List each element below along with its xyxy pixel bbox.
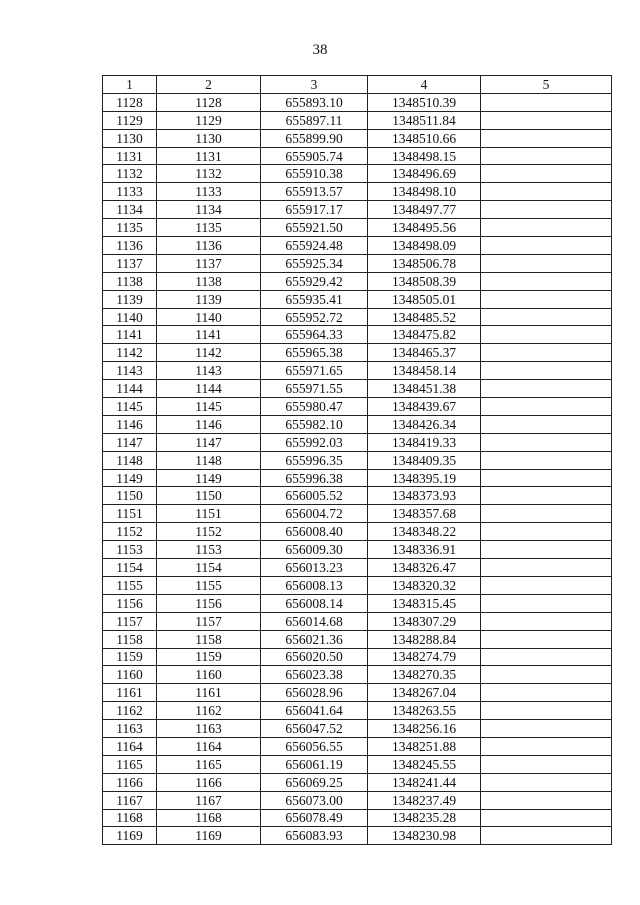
y-coordinate-cell: 1348426.34 <box>368 415 481 433</box>
point-id-cell: 1158 <box>157 630 261 648</box>
point-number-cell: 1152 <box>103 523 157 541</box>
note-cell <box>481 684 612 702</box>
point-number-cell: 1156 <box>103 594 157 612</box>
note-cell <box>481 165 612 183</box>
x-coordinate-cell: 655913.57 <box>261 183 368 201</box>
table-row <box>103 326 612 344</box>
x-coordinate-cell: 655992.03 <box>261 433 368 451</box>
y-coordinate-cell: 1348267.04 <box>368 684 481 702</box>
y-coordinate-cell: 1348315.45 <box>368 594 481 612</box>
point-id-cell: 1152 <box>157 523 261 541</box>
point-id-cell: 1128 <box>157 93 261 111</box>
table-row <box>103 666 612 684</box>
point-id-cell: 1134 <box>157 201 261 219</box>
point-number-cell: 1153 <box>103 541 157 559</box>
x-coordinate-cell: 656004.72 <box>261 505 368 523</box>
point-id-cell: 1129 <box>157 111 261 129</box>
x-coordinate-cell: 655917.17 <box>261 201 368 219</box>
point-id-cell: 1144 <box>157 380 261 398</box>
y-coordinate-cell: 1348235.28 <box>368 809 481 827</box>
point-id-cell: 1168 <box>157 809 261 827</box>
note-cell <box>481 147 612 165</box>
y-coordinate-cell: 1348465.37 <box>368 344 481 362</box>
note-cell <box>481 702 612 720</box>
column-header-5: 5 <box>481 76 612 94</box>
point-number-cell: 1132 <box>103 165 157 183</box>
point-number-cell: 1169 <box>103 827 157 845</box>
note-cell <box>481 720 612 738</box>
note-cell <box>481 648 612 666</box>
point-id-cell: 1165 <box>157 755 261 773</box>
table-row <box>103 165 612 183</box>
x-coordinate-cell: 656069.25 <box>261 773 368 791</box>
y-coordinate-cell: 1348506.78 <box>368 254 481 272</box>
point-id-cell: 1131 <box>157 147 261 165</box>
x-coordinate-cell: 656078.49 <box>261 809 368 827</box>
note-cell <box>481 272 612 290</box>
note-cell <box>481 755 612 773</box>
note-cell <box>481 487 612 505</box>
table-row <box>103 809 612 827</box>
y-coordinate-cell: 1348498.09 <box>368 237 481 255</box>
column-header-4: 4 <box>368 76 481 94</box>
x-coordinate-cell: 655980.47 <box>261 398 368 416</box>
table-body <box>103 93 612 844</box>
y-coordinate-cell: 1348307.29 <box>368 612 481 630</box>
table-row <box>103 791 612 809</box>
point-number-cell: 1161 <box>103 684 157 702</box>
table-row <box>103 129 612 147</box>
note-cell <box>481 827 612 845</box>
point-number-cell: 1130 <box>103 129 157 147</box>
point-id-cell: 1156 <box>157 594 261 612</box>
y-coordinate-cell: 1348357.68 <box>368 505 481 523</box>
y-coordinate-cell: 1348497.77 <box>368 201 481 219</box>
x-coordinate-cell: 655924.48 <box>261 237 368 255</box>
table-row <box>103 630 612 648</box>
point-id-cell: 1147 <box>157 433 261 451</box>
table-row <box>103 219 612 237</box>
x-coordinate-cell: 655982.10 <box>261 415 368 433</box>
y-coordinate-cell: 1348251.88 <box>368 737 481 755</box>
point-id-cell: 1132 <box>157 165 261 183</box>
table-row <box>103 362 612 380</box>
point-number-cell: 1160 <box>103 666 157 684</box>
note-cell <box>481 666 612 684</box>
y-coordinate-cell: 1348485.52 <box>368 308 481 326</box>
x-coordinate-cell: 656013.23 <box>261 559 368 577</box>
y-coordinate-cell: 1348496.69 <box>368 165 481 183</box>
x-coordinate-cell: 656014.68 <box>261 612 368 630</box>
table-row <box>103 541 612 559</box>
x-coordinate-cell: 656061.19 <box>261 755 368 773</box>
note-cell <box>481 433 612 451</box>
table-row <box>103 308 612 326</box>
x-coordinate-cell: 656020.50 <box>261 648 368 666</box>
table-row <box>103 344 612 362</box>
point-id-cell: 1161 <box>157 684 261 702</box>
y-coordinate-cell: 1348475.82 <box>368 326 481 344</box>
table-row <box>103 755 612 773</box>
point-number-cell: 1145 <box>103 398 157 416</box>
point-id-cell: 1166 <box>157 773 261 791</box>
table-row <box>103 523 612 541</box>
point-id-cell: 1151 <box>157 505 261 523</box>
y-coordinate-cell: 1348270.35 <box>368 666 481 684</box>
x-coordinate-cell: 655905.74 <box>261 147 368 165</box>
note-cell <box>481 129 612 147</box>
point-id-cell: 1139 <box>157 290 261 308</box>
point-number-cell: 1128 <box>103 93 157 111</box>
y-coordinate-cell: 1348395.19 <box>368 469 481 487</box>
point-number-cell: 1163 <box>103 720 157 738</box>
x-coordinate-cell: 655971.65 <box>261 362 368 380</box>
note-cell <box>481 559 612 577</box>
y-coordinate-cell: 1348274.79 <box>368 648 481 666</box>
table-row <box>103 433 612 451</box>
point-number-cell: 1148 <box>103 451 157 469</box>
point-id-cell: 1148 <box>157 451 261 469</box>
table-row <box>103 737 612 755</box>
note-cell <box>481 541 612 559</box>
point-number-cell: 1133 <box>103 183 157 201</box>
y-coordinate-cell: 1348245.55 <box>368 755 481 773</box>
table-row <box>103 559 612 577</box>
point-id-cell: 1133 <box>157 183 261 201</box>
point-number-cell: 1168 <box>103 809 157 827</box>
page-number: 38 <box>312 42 328 58</box>
table-row <box>103 487 612 505</box>
x-coordinate-cell: 656008.14 <box>261 594 368 612</box>
x-coordinate-cell: 656009.30 <box>261 541 368 559</box>
point-id-cell: 1142 <box>157 344 261 362</box>
table-row <box>103 612 612 630</box>
y-coordinate-cell: 1348326.47 <box>368 559 481 577</box>
point-id-cell: 1146 <box>157 415 261 433</box>
table-row <box>103 237 612 255</box>
table-row <box>103 451 612 469</box>
point-number-cell: 1142 <box>103 344 157 362</box>
table-row <box>103 254 612 272</box>
y-coordinate-cell: 1348288.84 <box>368 630 481 648</box>
x-coordinate-cell: 656056.55 <box>261 737 368 755</box>
y-coordinate-cell: 1348373.93 <box>368 487 481 505</box>
note-cell <box>481 451 612 469</box>
point-number-cell: 1129 <box>103 111 157 129</box>
point-id-cell: 1157 <box>157 612 261 630</box>
point-number-cell: 1140 <box>103 308 157 326</box>
point-id-cell: 1164 <box>157 737 261 755</box>
note-cell <box>481 523 612 541</box>
point-number-cell: 1167 <box>103 791 157 809</box>
point-id-cell: 1163 <box>157 720 261 738</box>
note-cell <box>481 344 612 362</box>
point-id-cell: 1154 <box>157 559 261 577</box>
column-header-3: 3 <box>261 76 368 94</box>
note-cell <box>481 398 612 416</box>
point-id-cell: 1145 <box>157 398 261 416</box>
point-id-cell: 1135 <box>157 219 261 237</box>
note-cell <box>481 594 612 612</box>
y-coordinate-cell: 1348336.91 <box>368 541 481 559</box>
point-number-cell: 1139 <box>103 290 157 308</box>
x-coordinate-cell: 656008.40 <box>261 523 368 541</box>
y-coordinate-cell: 1348256.16 <box>368 720 481 738</box>
table-header <box>103 76 612 94</box>
y-coordinate-cell: 1348495.56 <box>368 219 481 237</box>
point-id-cell: 1130 <box>157 129 261 147</box>
note-cell <box>481 326 612 344</box>
note-cell <box>481 576 612 594</box>
table-row <box>103 684 612 702</box>
note-cell <box>481 308 612 326</box>
note-cell <box>481 612 612 630</box>
table-row <box>103 827 612 845</box>
table-row <box>103 147 612 165</box>
table-row <box>103 93 612 111</box>
note-cell <box>481 290 612 308</box>
table-row <box>103 469 612 487</box>
point-id-cell: 1160 <box>157 666 261 684</box>
x-coordinate-cell: 655971.55 <box>261 380 368 398</box>
y-coordinate-cell: 1348498.10 <box>368 183 481 201</box>
point-number-cell: 1149 <box>103 469 157 487</box>
point-id-cell: 1159 <box>157 648 261 666</box>
note-cell <box>481 791 612 809</box>
note-cell <box>481 237 612 255</box>
x-coordinate-cell: 655899.90 <box>261 129 368 147</box>
table-row <box>103 415 612 433</box>
point-id-cell: 1149 <box>157 469 261 487</box>
point-id-cell: 1169 <box>157 827 261 845</box>
point-number-cell: 1146 <box>103 415 157 433</box>
x-coordinate-cell: 655965.38 <box>261 344 368 362</box>
point-number-cell: 1134 <box>103 201 157 219</box>
point-number-cell: 1147 <box>103 433 157 451</box>
y-coordinate-cell: 1348505.01 <box>368 290 481 308</box>
point-number-cell: 1138 <box>103 272 157 290</box>
table-row <box>103 505 612 523</box>
x-coordinate-cell: 655893.10 <box>261 93 368 111</box>
note-cell <box>481 737 612 755</box>
header-row <box>103 76 612 94</box>
x-coordinate-cell: 656005.52 <box>261 487 368 505</box>
note-cell <box>481 809 612 827</box>
coordinates-table <box>102 75 612 845</box>
note-cell <box>481 201 612 219</box>
note-cell <box>481 111 612 129</box>
note-cell <box>481 93 612 111</box>
note-cell <box>481 469 612 487</box>
y-coordinate-cell: 1348458.14 <box>368 362 481 380</box>
note-cell <box>481 505 612 523</box>
point-number-cell: 1166 <box>103 773 157 791</box>
x-coordinate-cell: 655910.38 <box>261 165 368 183</box>
note-cell <box>481 183 612 201</box>
table-row <box>103 702 612 720</box>
point-number-cell: 1151 <box>103 505 157 523</box>
y-coordinate-cell: 1348498.15 <box>368 147 481 165</box>
note-cell <box>481 380 612 398</box>
table-row <box>103 576 612 594</box>
x-coordinate-cell: 655964.33 <box>261 326 368 344</box>
point-number-cell: 1144 <box>103 380 157 398</box>
x-coordinate-cell: 656041.64 <box>261 702 368 720</box>
point-id-cell: 1137 <box>157 254 261 272</box>
table-row <box>103 111 612 129</box>
point-number-cell: 1136 <box>103 237 157 255</box>
y-coordinate-cell: 1348510.66 <box>368 129 481 147</box>
point-id-cell: 1143 <box>157 362 261 380</box>
x-coordinate-cell: 656008.13 <box>261 576 368 594</box>
column-header-1: 1 <box>103 76 157 94</box>
point-id-cell: 1138 <box>157 272 261 290</box>
point-number-cell: 1150 <box>103 487 157 505</box>
y-coordinate-cell: 1348451.38 <box>368 380 481 398</box>
table-row <box>103 183 612 201</box>
table-row <box>103 201 612 219</box>
point-id-cell: 1136 <box>157 237 261 255</box>
table-row <box>103 720 612 738</box>
y-coordinate-cell: 1348419.33 <box>368 433 481 451</box>
table-row <box>103 648 612 666</box>
x-coordinate-cell: 655925.34 <box>261 254 368 272</box>
table-row <box>103 290 612 308</box>
point-id-cell: 1153 <box>157 541 261 559</box>
x-coordinate-cell: 656047.52 <box>261 720 368 738</box>
x-coordinate-cell: 656073.00 <box>261 791 368 809</box>
x-coordinate-cell: 656028.96 <box>261 684 368 702</box>
y-coordinate-cell: 1348348.22 <box>368 523 481 541</box>
point-number-cell: 1141 <box>103 326 157 344</box>
note-cell <box>481 254 612 272</box>
y-coordinate-cell: 1348237.49 <box>368 791 481 809</box>
y-coordinate-cell: 1348409.35 <box>368 451 481 469</box>
note-cell <box>481 773 612 791</box>
table-row <box>103 380 612 398</box>
y-coordinate-cell: 1348510.39 <box>368 93 481 111</box>
point-id-cell: 1167 <box>157 791 261 809</box>
x-coordinate-cell: 655921.50 <box>261 219 368 237</box>
point-number-cell: 1157 <box>103 612 157 630</box>
point-number-cell: 1165 <box>103 755 157 773</box>
point-number-cell: 1155 <box>103 576 157 594</box>
point-number-cell: 1137 <box>103 254 157 272</box>
y-coordinate-cell: 1348263.55 <box>368 702 481 720</box>
note-cell <box>481 219 612 237</box>
x-coordinate-cell: 656021.36 <box>261 630 368 648</box>
x-coordinate-cell: 655935.41 <box>261 290 368 308</box>
table-row <box>103 272 612 290</box>
point-id-cell: 1155 <box>157 576 261 594</box>
point-number-cell: 1131 <box>103 147 157 165</box>
y-coordinate-cell: 1348508.39 <box>368 272 481 290</box>
x-coordinate-cell: 655929.42 <box>261 272 368 290</box>
point-id-cell: 1162 <box>157 702 261 720</box>
point-id-cell: 1150 <box>157 487 261 505</box>
x-coordinate-cell: 655996.38 <box>261 469 368 487</box>
point-number-cell: 1143 <box>103 362 157 380</box>
note-cell <box>481 362 612 380</box>
point-number-cell: 1164 <box>103 737 157 755</box>
point-id-cell: 1141 <box>157 326 261 344</box>
x-coordinate-cell: 656083.93 <box>261 827 368 845</box>
x-coordinate-cell: 655897.11 <box>261 111 368 129</box>
note-cell <box>481 415 612 433</box>
point-number-cell: 1159 <box>103 648 157 666</box>
note-cell <box>481 630 612 648</box>
y-coordinate-cell: 1348320.32 <box>368 576 481 594</box>
column-header-2: 2 <box>157 76 261 94</box>
x-coordinate-cell: 655952.72 <box>261 308 368 326</box>
point-id-cell: 1140 <box>157 308 261 326</box>
point-number-cell: 1154 <box>103 559 157 577</box>
point-number-cell: 1162 <box>103 702 157 720</box>
y-coordinate-cell: 1348511.84 <box>368 111 481 129</box>
table-row <box>103 398 612 416</box>
table-row <box>103 773 612 791</box>
y-coordinate-cell: 1348241.44 <box>368 773 481 791</box>
point-number-cell: 1135 <box>103 219 157 237</box>
y-coordinate-cell: 1348439.67 <box>368 398 481 416</box>
x-coordinate-cell: 656023.38 <box>261 666 368 684</box>
point-number-cell: 1158 <box>103 630 157 648</box>
table-row <box>103 594 612 612</box>
y-coordinate-cell: 1348230.98 <box>368 827 481 845</box>
x-coordinate-cell: 655996.35 <box>261 451 368 469</box>
